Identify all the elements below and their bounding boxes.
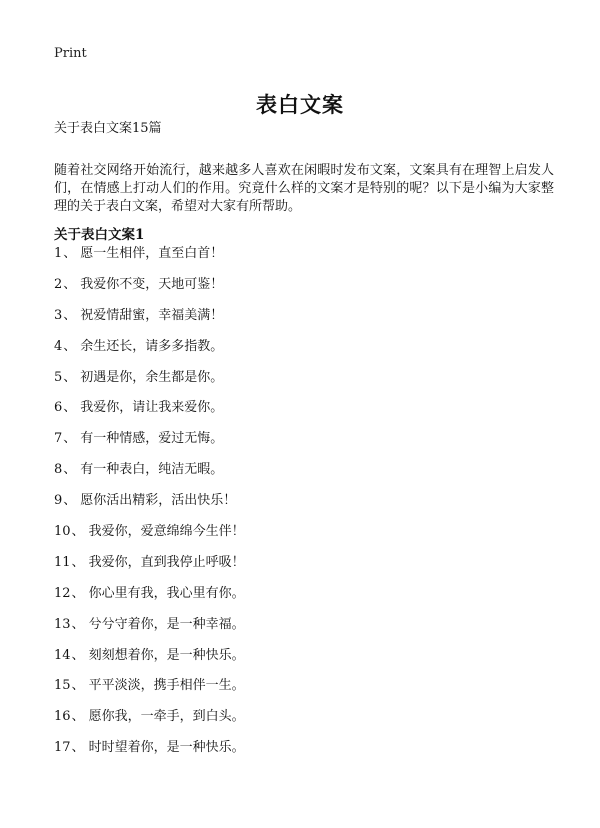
item-separator: 、 [63, 431, 77, 447]
item-text: 你心里有我，我心里有你。 [88, 585, 245, 601]
item-separator: 、 [71, 524, 85, 540]
item-separator: 、 [63, 462, 77, 478]
item-text: 我爱你不变，天地可鉴！ [80, 276, 224, 292]
item-text: 愿你我，一牵手，到白头。 [88, 709, 245, 725]
item-number: 15 [54, 678, 71, 694]
item-number: 5 [54, 369, 63, 385]
item-separator: 、 [63, 338, 77, 354]
item-number: 4 [54, 338, 63, 354]
item-number: 14 [54, 647, 71, 663]
list-item [54, 338, 245, 369]
item-number: 3 [54, 307, 63, 323]
section-heading: 关于表白文案1 [54, 227, 145, 244]
item-text: 刻刻想着你，是一种快乐。 [88, 647, 245, 663]
list-item [54, 523, 245, 554]
item-text: 有一种情感，爱过无悔。 [80, 431, 224, 447]
item-number: 12 [54, 585, 71, 601]
item-text: 愿你活出精彩，活出快乐！ [80, 493, 237, 509]
item-text: 我爱你，请让我来爱你。 [80, 400, 224, 416]
item-separator: 、 [71, 678, 85, 694]
list-item [54, 430, 245, 461]
item-text: 我爱你，直到我停止呼吸！ [88, 554, 245, 570]
item-separator: 、 [71, 709, 85, 725]
item-separator: 、 [71, 585, 85, 601]
list-item [54, 647, 245, 678]
phrase-list [54, 245, 245, 770]
item-text: 我爱你，爱意绵绵今生伴！ [88, 524, 245, 540]
item-number: 7 [54, 431, 63, 447]
item-number: 17 [54, 740, 71, 756]
item-text: 初遇是你，余生都是你。 [80, 369, 224, 385]
item-text: 时时望着你，是一种快乐。 [88, 740, 245, 756]
list-item [54, 585, 245, 616]
list-item [54, 461, 245, 492]
item-number: 1 [54, 246, 63, 261]
item-separator: 、 [63, 246, 77, 261]
list-item [54, 369, 245, 400]
item-number: 16 [54, 709, 71, 725]
item-number: 2 [54, 276, 63, 292]
item-separator: 、 [71, 554, 85, 570]
item-number: 10 [54, 524, 71, 540]
item-separator: 、 [71, 616, 85, 632]
item-separator: 、 [71, 647, 85, 663]
list-item [54, 492, 245, 523]
item-text: 有一种表白，纯洁无暇。 [80, 462, 224, 478]
page-title: 表白文案 [256, 92, 344, 118]
item-separator: 、 [63, 307, 77, 323]
list-item [54, 399, 245, 430]
item-separator: 、 [63, 369, 77, 385]
item-text: 祝爱情甜蜜，幸福美满！ [80, 307, 224, 323]
list-item [54, 554, 245, 585]
item-number: 8 [54, 462, 63, 478]
item-number: 9 [54, 493, 63, 509]
item-number: 6 [54, 400, 63, 416]
item-text: 余生还长，请多多指教。 [80, 338, 224, 354]
list-item [54, 739, 245, 770]
item-number: 11 [54, 554, 71, 570]
list-item [54, 276, 245, 307]
document-subtitle: 关于表白文案15篇 [54, 121, 162, 136]
list-item [54, 708, 245, 739]
item-separator: 、 [71, 740, 85, 756]
item-text: 愿一生相伴，直至白首！ [80, 246, 224, 261]
item-number: 13 [54, 616, 71, 632]
intro-paragraph: 随着社交网络开始流行，越来越多人喜欢在闲暇时发布文案，文案具有在理智上启发人们，在情感上打动人们的作用。究竟什么样的文案才是特别的呢？以下是小编为大家整理的关于表白文案，希望对大家有所帮助。 [54, 163, 554, 214]
list-item [54, 677, 245, 708]
item-separator: 、 [63, 400, 77, 416]
item-text: 兮兮守着你，是一种幸福。 [88, 616, 245, 632]
list-item [54, 307, 245, 338]
item-text: 平平淡淡，携手相伴一生。 [88, 678, 245, 694]
print-link[interactable]: Print [54, 46, 87, 61]
list-item [54, 616, 245, 647]
list-item [54, 245, 245, 276]
item-separator: 、 [63, 493, 77, 509]
item-separator: 、 [63, 276, 77, 292]
